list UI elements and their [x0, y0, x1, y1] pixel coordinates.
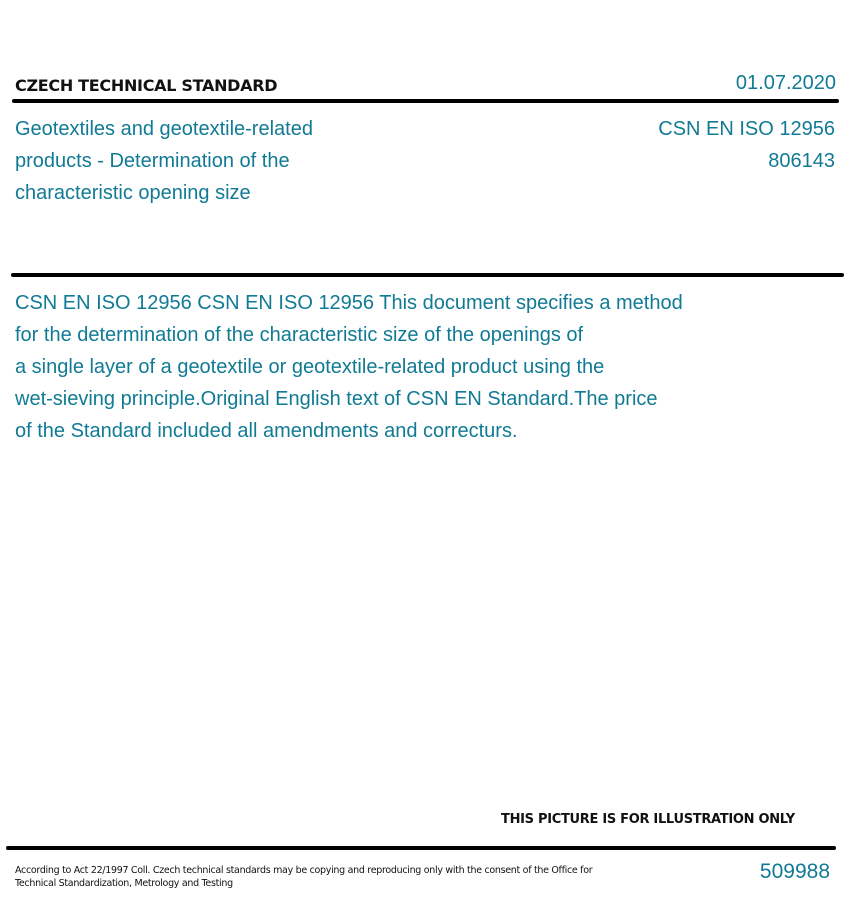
- middle-divider: [11, 273, 844, 277]
- standard-title: Geotextiles and geotextile-related products - Determination of the characteristic opening size: [15, 118, 313, 204]
- publication-date: 01.07.2020: [735, 72, 836, 94]
- footer-number: 509988: [759, 860, 830, 883]
- standard-identifiers: [658, 113, 835, 177]
- standard-code: CSN EN ISO 12956: [658, 118, 835, 140]
- header-label: CZECH TECHNICAL STANDARD: [15, 76, 278, 95]
- catalog-number: 806143: [768, 150, 835, 172]
- top-divider: [12, 99, 839, 103]
- illustration-note: THIS PICTURE IS FOR ILLUSTRATION ONLY: [501, 812, 795, 827]
- bottom-divider: [6, 846, 836, 850]
- standard-description: CSN EN ISO 12956 CSN EN ISO 12956 This document specifies a method for the determination of the characteristic size of the openings of a single layer of a geotextile or geotextile-related product using the wet-sieving principle.Original English text of CSN EN Standard.The price of the Standard included all amendments and correcturs.: [15, 292, 683, 442]
- footer-legal-note: According to Act 22/1997 Coll. Czech technical standards may be copying and reproducing only with the consent of the Office for Technical Standardization, Metrology and Testing: [15, 865, 593, 889]
